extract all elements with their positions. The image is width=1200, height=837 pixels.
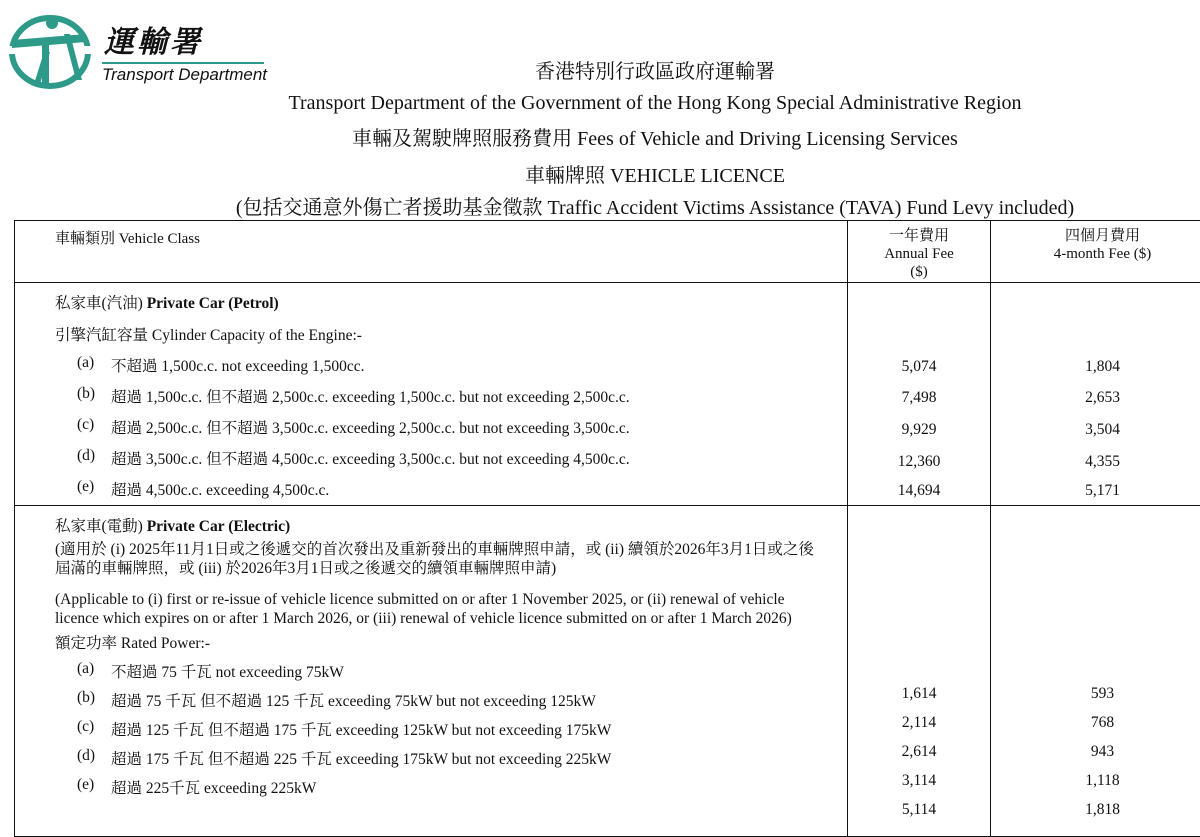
list-item: (c) 超過 2,500c.c. 但不超過 3,500c.c. exceeding 2,500c.c. but not exceeding 3,500c.c.: [15, 411, 847, 442]
electric-four-month-cell: [991, 506, 1200, 837]
col-four-month-fee: 四個月費用 4-month Fee ($): [991, 221, 1200, 283]
list-item: (d) 超過 3,500c.c. 但不超過 4,500c.c. exceeding 3,500c.c. but not exceeding 4,500c.c.: [15, 442, 847, 473]
electric-annual-d: 3,114: [848, 772, 990, 790]
list-item: (a) 不超過 75 千瓦 not exceeding 75kW: [15, 655, 847, 684]
list-item: (e) 超過 4,500c.c. exceeding 4,500c.c.: [15, 473, 847, 504]
petrol-four-e: 5,171: [991, 482, 1200, 500]
electric-annual-c: 2,614: [848, 743, 990, 761]
electric-four-c: 943: [991, 743, 1200, 761]
col-annual-fee: 一年費用 Annual Fee ($): [848, 221, 991, 283]
logo-english-name: Transport Department: [102, 66, 267, 83]
list-item: (c) 超過 125 千瓦 但不超過 175 千瓦 exceeding 125kW but not exceeding 175kW: [15, 713, 847, 742]
list-item: (a) 不超過 1,500c.c. not exceeding 1,500cc.: [15, 349, 847, 380]
electric-annual-e: 5,114: [848, 801, 990, 819]
petrol-description-cell: [15, 283, 848, 506]
petrol-subtitle: 引擎汽缸容量 Cylinder Capacity of the Engine:-: [15, 317, 847, 349]
col-vehicle-class: 車輛類別 Vehicle Class: [15, 221, 848, 283]
list-item: (e) 超過 225千瓦 exceeding 225kW: [15, 771, 847, 800]
electric-four-b: 768: [991, 714, 1200, 732]
petrol-annual-e: 14,694: [848, 482, 990, 500]
petrol-four-month-cell: [991, 283, 1200, 506]
header-vehicle-licence: 車輛牌照 VEHICLE LICENCE: [0, 166, 1200, 186]
electric-annual-b: 2,114: [848, 714, 990, 732]
header-fees-title: 車輛及駕駛牌照服務費用 Fees of Vehicle and Driving Licensing Services: [0, 129, 1200, 149]
electric-subtitle: 額定功率 Rated Power:-: [15, 628, 847, 655]
electric-annual-a: 1,614: [848, 685, 990, 703]
petrol-annual-d: 12,360: [848, 453, 990, 471]
section-petrol: [15, 283, 1200, 506]
table-header-row: [15, 221, 1200, 283]
petrol-four-d: 4,355: [991, 453, 1200, 471]
header-chinese-department: 香港特別行政區政府運輸署: [0, 62, 1200, 82]
petrol-annual-b: 7,498: [848, 389, 990, 407]
electric-note-chinese: (適用於 (i) 2025年11月1日或之後遞交的首次發出及重新發出的車輛牌照申請，或 (ii) 續領於2026年3月1日或之後屆滿的車輛牌照，或 (iii) 於2026年3月1日或之後遞交的續領車輛牌照申請): [15, 540, 825, 578]
petrol-annual-c: 9,929: [848, 421, 990, 439]
list-item: (d) 超過 175 千瓦 但不超過 225 千瓦 exceeding 175kW but not exceeding 225kW: [15, 742, 847, 771]
petrol-annual-cell: [848, 283, 991, 506]
electric-four-d: 1,118: [991, 772, 1200, 790]
electric-four-a: 593: [991, 685, 1200, 703]
fees-table: [14, 220, 1200, 837]
header-tava-note: (包括交通意外傷亡者援助基金徵款 Traffic Accident Victims Assistance (TAVA) Fund Levy included): [0, 198, 1200, 218]
list-item: (b) 超過 1,500c.c. 但不超過 2,500c.c. exceeding 1,500c.c. but not exceeding 2,500c.c.: [15, 380, 847, 411]
section-electric: [15, 506, 1200, 837]
petrol-annual-a: 5,074: [848, 358, 990, 376]
petrol-four-c: 3,504: [991, 421, 1200, 439]
petrol-title: 私家車(汽油) Private Car (Petrol): [15, 285, 847, 317]
header-english-department: Transport Department of the Government of the Hong Kong Special Administrative Region: [0, 93, 1200, 113]
electric-four-e: 1,818: [991, 801, 1200, 819]
electric-description-cell: [15, 506, 848, 837]
electric-title: 私家車(電動) Private Car (Electric): [15, 508, 847, 540]
petrol-four-b: 2,653: [991, 389, 1200, 407]
logo-chinese-name: 運輸署: [104, 28, 203, 58]
electric-annual-cell: [848, 506, 991, 837]
list-item: (b) 超過 75 千瓦 但不超過 125 千瓦 exceeding 75kW but not exceeding 125kW: [15, 684, 847, 713]
petrol-four-a: 1,804: [991, 358, 1200, 376]
electric-note-english: (Applicable to (i) first or re-issue of vehicle licence submitted on or after 1 November 2025, or (ii) renewal of vehicle licence which expires on or after 1 March 2026, or (iii) renewal of vehicle licence submitted on or after 1 March 2026): [15, 590, 825, 628]
